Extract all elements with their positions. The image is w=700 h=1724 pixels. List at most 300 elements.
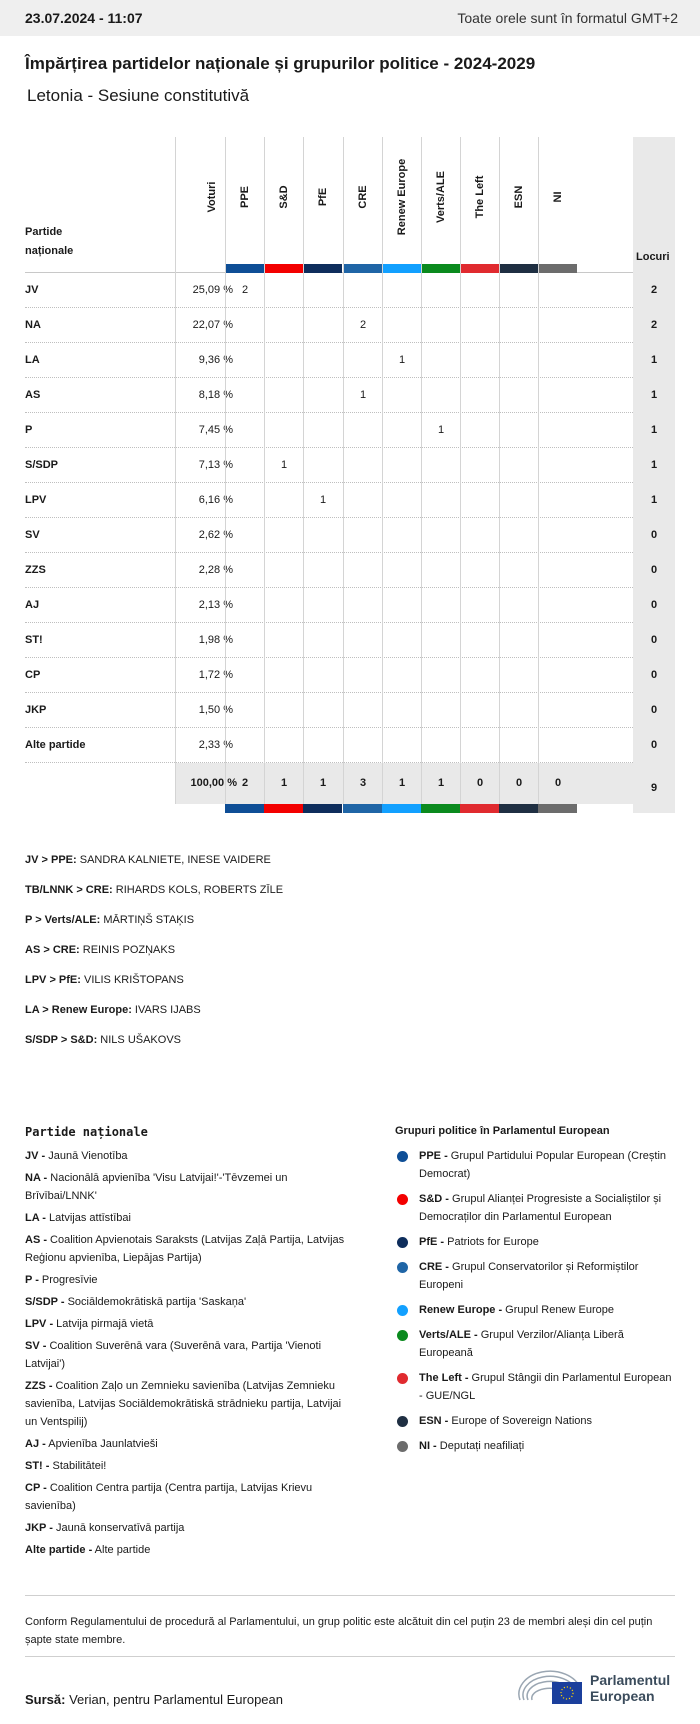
group-header-label: PPE <box>239 185 251 209</box>
group-seat-cell <box>225 693 264 728</box>
group-seat-cell <box>460 448 499 483</box>
group-abbr: S&D - <box>419 1193 449 1205</box>
group-abbr: Renew Europe - <box>419 1304 503 1316</box>
mapping-members: MĀRTIŅŠ STAĶIS <box>100 914 195 926</box>
group-seat-cell <box>499 658 538 693</box>
group-seat-cell <box>382 308 421 343</box>
seat-count: 0 <box>633 728 675 763</box>
party-abbr: LA - <box>25 1212 46 1224</box>
group-total-cell: 3 <box>343 763 382 804</box>
group-abbr: PfE - <box>419 1236 445 1248</box>
group-seat-cell <box>382 273 421 308</box>
group-seat-cell <box>421 378 460 413</box>
group-seat-cell <box>225 623 264 658</box>
group-color-bar <box>264 804 303 813</box>
group-seat-cell <box>421 343 460 378</box>
group-seat-cell <box>264 308 303 343</box>
group-total-cell: 1 <box>382 763 421 804</box>
party-name: Alte partide <box>25 739 86 751</box>
group-seat-cell <box>225 518 264 553</box>
group-color-dot-icon <box>397 1305 408 1316</box>
group-full-name: Grupul Conservatorilor și Reformiștilor Europeni <box>419 1261 639 1291</box>
group-total-cell: 0 <box>499 763 538 804</box>
vote-share: 1,50 % <box>175 693 247 728</box>
party-full-name: Nacionālā apvienība 'Visu Latvijai!'-'Tēvzemei un Brīvībai/LNNK' <box>25 1172 288 1202</box>
group-legend-item <box>395 1412 675 1430</box>
group-legend-item <box>395 1258 675 1294</box>
group-seat-cell <box>225 343 264 378</box>
group-header-label: PfE <box>317 187 329 207</box>
group-seat-cell: 2 <box>343 308 382 343</box>
vote-share: 2,13 % <box>175 588 247 623</box>
group-seat-cell <box>421 483 460 518</box>
group-seat-cell <box>264 658 303 693</box>
group-seat-cell <box>264 588 303 623</box>
group-seat-cell <box>499 518 538 553</box>
seat-count: 1 <box>633 343 675 378</box>
table-row <box>25 343 675 378</box>
group-color-bar <box>226 264 264 273</box>
party-column-header: Partide naționale <box>25 226 74 257</box>
party-name: LA <box>25 354 40 366</box>
group-seat-cell <box>303 728 342 763</box>
group-seat-cell <box>343 728 382 763</box>
group-full-name: Europe of Sovereign Nations <box>448 1415 593 1427</box>
group-seat-cell <box>460 728 499 763</box>
group-seat-cell <box>264 623 303 658</box>
seat-count: 1 <box>633 483 675 518</box>
group-color-dot-icon <box>397 1373 408 1384</box>
group-seat-cell <box>225 448 264 483</box>
group-seat-cell <box>460 273 499 308</box>
group-seat-cell <box>538 728 577 763</box>
seat-count: 2 <box>633 273 675 308</box>
group-seat-cell <box>499 623 538 658</box>
party-legend-item <box>25 1271 355 1289</box>
table-row <box>25 728 675 763</box>
table-row <box>25 658 675 693</box>
group-seat-cell <box>538 553 577 588</box>
totals-row <box>25 763 675 813</box>
group-seat-cell <box>538 343 577 378</box>
group-column-header <box>499 137 538 273</box>
party-legend-item <box>25 1169 355 1205</box>
mapping-line <box>25 882 283 912</box>
group-seat-cell <box>382 658 421 693</box>
party-name: AJ <box>25 599 40 611</box>
group-column-header <box>303 137 342 273</box>
group-seat-cell <box>538 623 577 658</box>
party-full-name: Jaunā Vienotība <box>45 1150 128 1162</box>
group-seat-cell <box>538 308 577 343</box>
group-seat-cell <box>538 588 577 623</box>
hemicycle-flag-icon <box>516 1668 586 1708</box>
table-header <box>25 137 675 273</box>
group-seat-cell <box>382 413 421 448</box>
party-full-name: Coalition Apvienotais Saraksts (Latvijas Zaļā Partija, Latvijas Reģionu apvienība, Liepājas Partija) <box>25 1234 345 1264</box>
group-seat-cell <box>343 273 382 308</box>
group-seat-cell <box>343 343 382 378</box>
group-seat-cell <box>225 483 264 518</box>
group-seat-cell <box>303 343 342 378</box>
table-row <box>25 273 675 308</box>
mapping-key: AS > CRE: <box>25 944 80 956</box>
group-column-header <box>343 137 382 273</box>
party-abbr: CP - <box>25 1482 47 1494</box>
group-seat-cell <box>538 483 577 518</box>
mapping-members: RIHARDS KOLS, ROBERTS ZĪLE <box>112 884 284 896</box>
group-legend-item <box>395 1147 675 1183</box>
seat-count: 0 <box>633 693 675 728</box>
national-parties-legend-title: Partide naționale <box>25 1125 148 1139</box>
group-abbr: The Left - <box>419 1372 469 1384</box>
group-seat-cell: 2 <box>225 273 264 308</box>
group-seat-cell <box>499 728 538 763</box>
group-color-bar <box>382 804 421 813</box>
group-seat-cell <box>225 308 264 343</box>
group-seat-cell <box>421 728 460 763</box>
group-seat-cell <box>303 518 342 553</box>
group-color-dot-icon <box>397 1330 408 1341</box>
group-color-bar <box>383 264 421 273</box>
group-full-name: Grupul Alianței Progresiste a Socialiștilor și Democraților din Parlamentul European <box>419 1193 662 1223</box>
group-seat-cell <box>303 588 342 623</box>
group-seat-cell <box>225 553 264 588</box>
table-row <box>25 693 675 728</box>
group-color-bar <box>499 804 538 813</box>
mapping-line <box>25 1002 283 1032</box>
group-seat-cell <box>343 693 382 728</box>
group-seat-cell <box>499 343 538 378</box>
source-line <box>25 1692 283 1707</box>
group-color-dot-icon <box>397 1262 408 1273</box>
group-full-name: Grupul Stângii din Parlamentul European - GUE/NGL <box>419 1372 672 1402</box>
group-seat-cell <box>264 483 303 518</box>
mapping-members: VILIS KRIŠTOPANS <box>80 974 184 986</box>
group-seat-cell <box>382 448 421 483</box>
vote-share: 1,98 % <box>175 623 247 658</box>
party-abbr: JKP - <box>25 1522 53 1534</box>
group-seat-cell <box>303 658 342 693</box>
group-header-label: S&D <box>278 185 290 209</box>
mapping-line <box>25 942 283 972</box>
group-seat-cell <box>343 483 382 518</box>
group-color-bar <box>461 264 499 273</box>
group-seat-cell <box>303 693 342 728</box>
party-full-name: Latvija pirmajā vietā <box>53 1318 154 1330</box>
group-seat-cell <box>499 378 538 413</box>
mapping-members: SANDRA KALNIETE, INESE VAIDERE <box>76 854 271 866</box>
group-seat-cell <box>460 658 499 693</box>
group-total-cell: 0 <box>460 763 499 804</box>
vote-share: 2,33 % <box>175 728 247 763</box>
group-seat-cell <box>499 588 538 623</box>
group-color-bar <box>500 264 538 273</box>
group-seat-cell <box>382 588 421 623</box>
source-text: Verian, pentru Parlamentul European <box>65 1692 283 1707</box>
group-seat-cell <box>499 553 538 588</box>
group-seat-cell <box>382 693 421 728</box>
national-parties-legend <box>25 1125 355 1563</box>
group-color-dot-icon <box>397 1441 408 1452</box>
page-title: Împărțirea partidelor naționale și grupurilor politice - 2024-2029 <box>25 54 536 73</box>
group-seat-cell <box>460 413 499 448</box>
party-full-name: Apvienība Jaunlatvieši <box>45 1438 158 1450</box>
party-full-name: Jaunā konservatīvā partija <box>52 1522 185 1534</box>
total-votes: 100,00 % <box>175 763 247 804</box>
seat-count: 0 <box>633 658 675 693</box>
party-name: SV <box>25 529 40 541</box>
party-abbr: AJ - <box>25 1438 46 1450</box>
votes-header-label: Voturi <box>205 181 218 213</box>
group-column-header <box>225 137 264 273</box>
vote-share: 6,16 % <box>175 483 247 518</box>
group-total-cell: 1 <box>264 763 303 804</box>
party-abbr: LPV - <box>25 1318 54 1330</box>
group-legend-item <box>395 1369 675 1405</box>
group-seat-cell <box>460 343 499 378</box>
group-seat-cell <box>460 588 499 623</box>
party-name: CP <box>25 669 41 681</box>
group-seat-cell <box>264 413 303 448</box>
mapping-key: LA > Renew Europe: <box>25 1004 132 1016</box>
group-seat-cell <box>421 518 460 553</box>
group-color-bar <box>225 804 264 813</box>
party-full-name: Coalition Zaļo un Zemnieku savienība (Latvijas Zemnieku savienība, Latvijas Sociāldemokrātiskā strādnieku partija, Latvijai un Ventspilij) <box>25 1380 342 1428</box>
group-seat-cell <box>421 623 460 658</box>
page-subtitle: Letonia - Sesiune constitutivă <box>27 86 250 105</box>
mapping-key: P > Verts/ALE: <box>25 914 101 926</box>
group-header-label: NI <box>552 191 564 203</box>
group-seat-cell <box>460 693 499 728</box>
party-legend-item <box>25 1293 355 1311</box>
party-name: JKP <box>25 704 47 716</box>
seat-count: 2 <box>633 308 675 343</box>
group-seat-cell <box>264 343 303 378</box>
logo-line-2: European <box>590 1688 655 1704</box>
party-abbr: AS - <box>25 1234 47 1246</box>
party-full-name: Coalition Suverēnā vara (Suverēnā vara, Partija 'Vienoti Latvijai') <box>25 1340 322 1370</box>
group-seat-cell: 1 <box>264 448 303 483</box>
group-seat-cell <box>421 553 460 588</box>
seat-count: 0 <box>633 588 675 623</box>
vote-share: 7,13 % <box>175 448 247 483</box>
party-name: P <box>25 424 33 436</box>
mapping-key: JV > PPE: <box>25 854 77 866</box>
logo-text <box>590 1672 670 1704</box>
group-full-name: Patriots for Europe <box>444 1236 539 1248</box>
group-seat-cell: 1 <box>303 483 342 518</box>
group-seat-cell <box>421 308 460 343</box>
group-seat-cell <box>538 413 577 448</box>
party-full-name: Sociāldemokrātiskā partija 'Saskaņa' <box>64 1296 247 1308</box>
group-seat-cell <box>499 693 538 728</box>
group-seat-cell: 1 <box>382 343 421 378</box>
party-legend-item <box>25 1315 355 1333</box>
group-color-bar <box>344 264 382 273</box>
group-legend-item <box>395 1301 675 1319</box>
group-color-bar <box>460 804 499 813</box>
group-seat-cell <box>421 693 460 728</box>
vote-share: 25,09 % <box>175 273 247 308</box>
political-groups-legend <box>395 1125 675 1462</box>
party-name: AS <box>25 389 41 401</box>
mapping-line <box>25 1032 283 1062</box>
group-seat-cell <box>382 518 421 553</box>
seat-count: 0 <box>633 518 675 553</box>
group-seat-cell <box>264 273 303 308</box>
mapping-line <box>25 852 283 882</box>
table-row <box>25 588 675 623</box>
group-seat-cell <box>421 273 460 308</box>
vote-share: 7,45 % <box>175 413 247 448</box>
party-legend-item <box>25 1457 355 1475</box>
group-column-header <box>382 137 421 273</box>
group-full-name: Deputați neafiliați <box>436 1440 525 1452</box>
political-groups-legend-title: Grupuri politice în Parlamentul European <box>395 1125 610 1137</box>
group-seat-cell: 1 <box>343 378 382 413</box>
group-abbr: Verts/ALE - <box>419 1329 478 1341</box>
party-abbr: P - <box>25 1274 39 1286</box>
vote-share: 22,07 % <box>175 308 247 343</box>
top-bar <box>0 0 700 36</box>
party-abbr: Alte partide - <box>25 1544 93 1556</box>
party-full-name: Coalition Centra partija (Centra partija, Latvijas Krievu savienība) <box>25 1482 313 1512</box>
group-legend-item <box>395 1437 675 1455</box>
vote-share: 9,36 % <box>175 343 247 378</box>
party-full-name: Stabilitātei! <box>49 1460 107 1472</box>
mapping-key: LPV > PfE: <box>25 974 81 986</box>
table-row <box>25 308 675 343</box>
table-body <box>25 273 675 763</box>
group-seat-cell <box>499 273 538 308</box>
group-color-dot-icon <box>397 1151 408 1162</box>
group-seat-cell <box>303 413 342 448</box>
seat-count: 0 <box>633 623 675 658</box>
group-seat-cell <box>499 413 538 448</box>
group-color-dot-icon <box>397 1416 408 1427</box>
party-name: ZZS <box>25 564 46 576</box>
mapping-members: IVARS IJABS <box>131 1004 201 1016</box>
group-full-name: Grupul Partidului Popular European (Creștin Democrat) <box>419 1150 667 1180</box>
seat-count: 0 <box>633 553 675 588</box>
mapping-key: S/SDP > S&D: <box>25 1034 98 1046</box>
group-seat-cell <box>460 308 499 343</box>
vote-share: 2,28 % <box>175 553 247 588</box>
group-seat-cell <box>343 658 382 693</box>
timezone-note: Toate orele sunt în formatul GMT+2 <box>457 10 678 26</box>
group-seat-cell <box>225 413 264 448</box>
party-name: S/SDP <box>25 459 59 471</box>
group-header-label: Verts/ALE <box>435 171 447 223</box>
group-seat-cell <box>303 273 342 308</box>
group-seat-cell <box>264 728 303 763</box>
mapping-members: NILS UŠAKOVS <box>97 1034 182 1046</box>
group-header-label: ESN <box>513 185 525 209</box>
party-name: JV <box>25 284 39 296</box>
table-row <box>25 378 675 413</box>
group-seat-cell <box>225 588 264 623</box>
party-legend-item <box>25 1541 355 1559</box>
total-seats: 9 <box>633 763 675 813</box>
source-label: Sursă: <box>25 1692 66 1707</box>
party-legend-item <box>25 1377 355 1431</box>
group-seat-cell <box>225 728 264 763</box>
table-row <box>25 448 675 483</box>
group-abbr: ESN - <box>419 1415 449 1427</box>
group-abbr: CRE - <box>419 1261 449 1273</box>
group-seat-cell: 1 <box>421 413 460 448</box>
group-seat-cell <box>538 273 577 308</box>
group-seat-cell <box>499 308 538 343</box>
party-abbr: ZZS - <box>25 1380 53 1392</box>
group-column-header <box>421 137 460 273</box>
group-seat-cell <box>303 378 342 413</box>
group-color-bar <box>539 264 577 273</box>
group-color-bar <box>265 264 303 273</box>
group-column-header <box>460 137 499 273</box>
party-abbr: ST! - <box>25 1460 50 1472</box>
group-seat-cell <box>382 483 421 518</box>
group-seat-cell <box>460 518 499 553</box>
group-seat-cell <box>343 413 382 448</box>
party-legend-item <box>25 1435 355 1453</box>
group-seat-cell <box>538 658 577 693</box>
group-seat-cell <box>538 693 577 728</box>
party-legend-item <box>25 1147 355 1165</box>
group-column-header <box>264 137 303 273</box>
group-total-cell: 0 <box>538 763 577 804</box>
group-color-dot-icon <box>397 1237 408 1248</box>
group-seat-cell <box>382 623 421 658</box>
footnote: Conform Regulamentului de procedură al Parlamentului, un grup politic este alcătuit din cel puțin 23 de membri aleși din cel puțin șapte state membre. <box>25 1616 653 1646</box>
european-parliament-logo <box>516 1666 676 1710</box>
group-seat-cell <box>343 553 382 588</box>
party-full-name: Alte partide <box>92 1544 151 1556</box>
group-seat-cell <box>264 553 303 588</box>
group-color-bar <box>538 804 577 813</box>
seats-table <box>25 137 675 813</box>
group-abbr: PPE - <box>419 1150 448 1162</box>
group-column-header <box>538 137 577 273</box>
mapping-line <box>25 912 283 942</box>
group-seat-cell <box>421 588 460 623</box>
table-row <box>25 413 675 448</box>
party-name: ST! <box>25 634 43 646</box>
group-total-cell: 1 <box>303 763 342 804</box>
group-color-dot-icon <box>397 1194 408 1205</box>
group-seat-cell <box>264 518 303 553</box>
group-seat-cell <box>303 308 342 343</box>
group-color-bar <box>304 264 342 273</box>
group-seat-cell <box>499 448 538 483</box>
group-full-name: Grupul Renew Europe <box>502 1304 615 1316</box>
group-seat-cell <box>343 588 382 623</box>
group-seat-cell <box>343 448 382 483</box>
group-seat-cell <box>538 448 577 483</box>
vote-share: 8,18 % <box>175 378 247 413</box>
group-color-bar <box>303 804 342 813</box>
group-color-bar <box>421 804 460 813</box>
party-abbr: NA - <box>25 1172 48 1184</box>
seat-count: 1 <box>633 448 675 483</box>
party-abbr: SV - <box>25 1340 47 1352</box>
vote-share: 1,72 % <box>175 658 247 693</box>
group-color-bar <box>343 804 382 813</box>
group-seat-cell <box>538 378 577 413</box>
party-legend-item <box>25 1337 355 1373</box>
group-seat-cell <box>499 483 538 518</box>
